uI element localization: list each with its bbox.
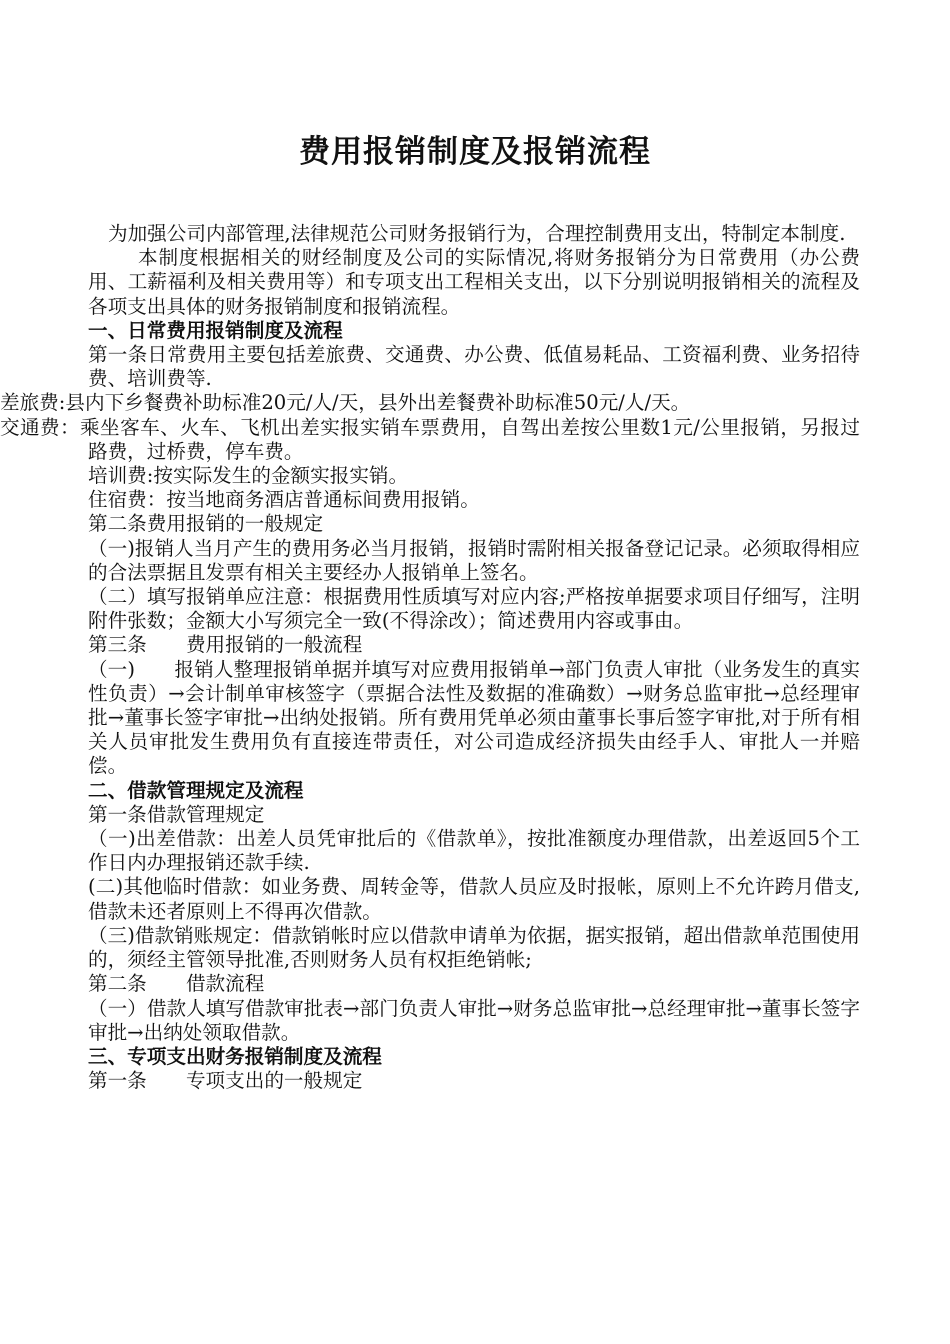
process-paragraph: （一) 报销人整理报销单据并填写对应费用报销单→部门负责人审批（业务发生的真实性负责）→会计制单审核签字（票据合法性及数据的准确数）→财务总监审批→总经理审批→董事长签字审批→出纳处报销。所有费用凭单必须由董事长事后签字审批,对于所有相关人员审批发生费用负有直接连带责任，对公司造成经济损失由经手人、审批人一并赔偿。 xyxy=(88,657,860,778)
rule-paragraph: （一)出差借款：出差人员凭审批后的《借款单》，按批准额度办理借款，出差返回5个工作日内办理报销还款手续. xyxy=(88,827,860,875)
section-heading-2: 二、借款管理规定及流程 xyxy=(88,778,304,802)
article-heading: 第三条 费用报销的一般流程 xyxy=(88,633,363,657)
transport-expense-item: 交通费：乘坐客车、火车、飞机出差实报实销车票费用，自驾出差按公里数1元/公里报销，另报过路费，过桥费，停车费。 xyxy=(0,415,860,463)
article-heading: 第一条 专项支出的一般规定 xyxy=(88,1069,363,1093)
document-title: 费用报销制度及报销流程 xyxy=(299,134,651,170)
article-heading: 第二条费用报销的一般规定 xyxy=(88,512,324,536)
section-heading-1: 一、日常费用报销制度及流程 xyxy=(88,318,343,342)
article-heading: 第一条借款管理规定 xyxy=(88,802,265,826)
article-heading: 第二条 借款流程 xyxy=(88,972,265,996)
process-paragraph: （一）借款人填写借款审批表→部门负责人审批→财务总监审批→总经理审批→董事长签字审批→出纳处领取借款。 xyxy=(88,996,860,1044)
document-body xyxy=(0,222,860,1093)
scope-paragraph: 本制度根据相关的财经制度及公司的实际情况,将财务报销分为日常费用（办公费用、工薪福利及相关费用等）和专项支出工程相关支出，以下分别说明报销相关的流程及各项支出具体的财务报销制度和报销流程。 xyxy=(88,246,860,318)
lodging-expense-item: 住宿费：按当地商务酒店普通标间费用报销。 xyxy=(88,488,480,512)
rule-paragraph: （一)报销人当月产生的费用务必当月报销，报销时需附相关报备登记记录。必须取得相应的合法票据且发票有相关主要经办人报销单上签名。 xyxy=(88,536,860,584)
intro-paragraph: 为加强公司内部管理,法律规范公司财务报销行为，合理控制费用支出，特制定本制度. xyxy=(108,222,846,245)
training-expense-item: 培训费:按实际发生的金额实报实销。 xyxy=(88,464,409,488)
rule-paragraph: （三)借款销账规定：借款销帐时应以借款申请单为依据，据实报销，超出借款单范围使用的，须经主管领导批准,否则财务人员有权拒绝销帐; xyxy=(88,923,860,972)
travel-expense-item: 差旅费:县内下乡餐费补助标准20元/人/天，县外出差餐费补助标准50元/人/天。 xyxy=(0,391,691,415)
section-heading-3: 三、专项支出财务报销制度及流程 xyxy=(88,1044,382,1068)
rule-paragraph: （二）填写报销单应注意：根据费用性质填写对应内容;严格按单据要求项目仔细写，注明附件张数；金额大小写须完全一致(不得涂改）；简述费用内容或事由。 xyxy=(88,585,860,633)
rule-paragraph: (二)其他临时借款：如业务费、周转金等，借款人员应及时报帐，原则上不允许跨月借支,借款未还者原则上不得再次借款。 xyxy=(88,875,860,923)
article-paragraph: 第一条日常费用主要包括差旅费、交通费、办公费、低值易耗品、工资福利费、业务招待费、培训费等. xyxy=(88,343,860,391)
